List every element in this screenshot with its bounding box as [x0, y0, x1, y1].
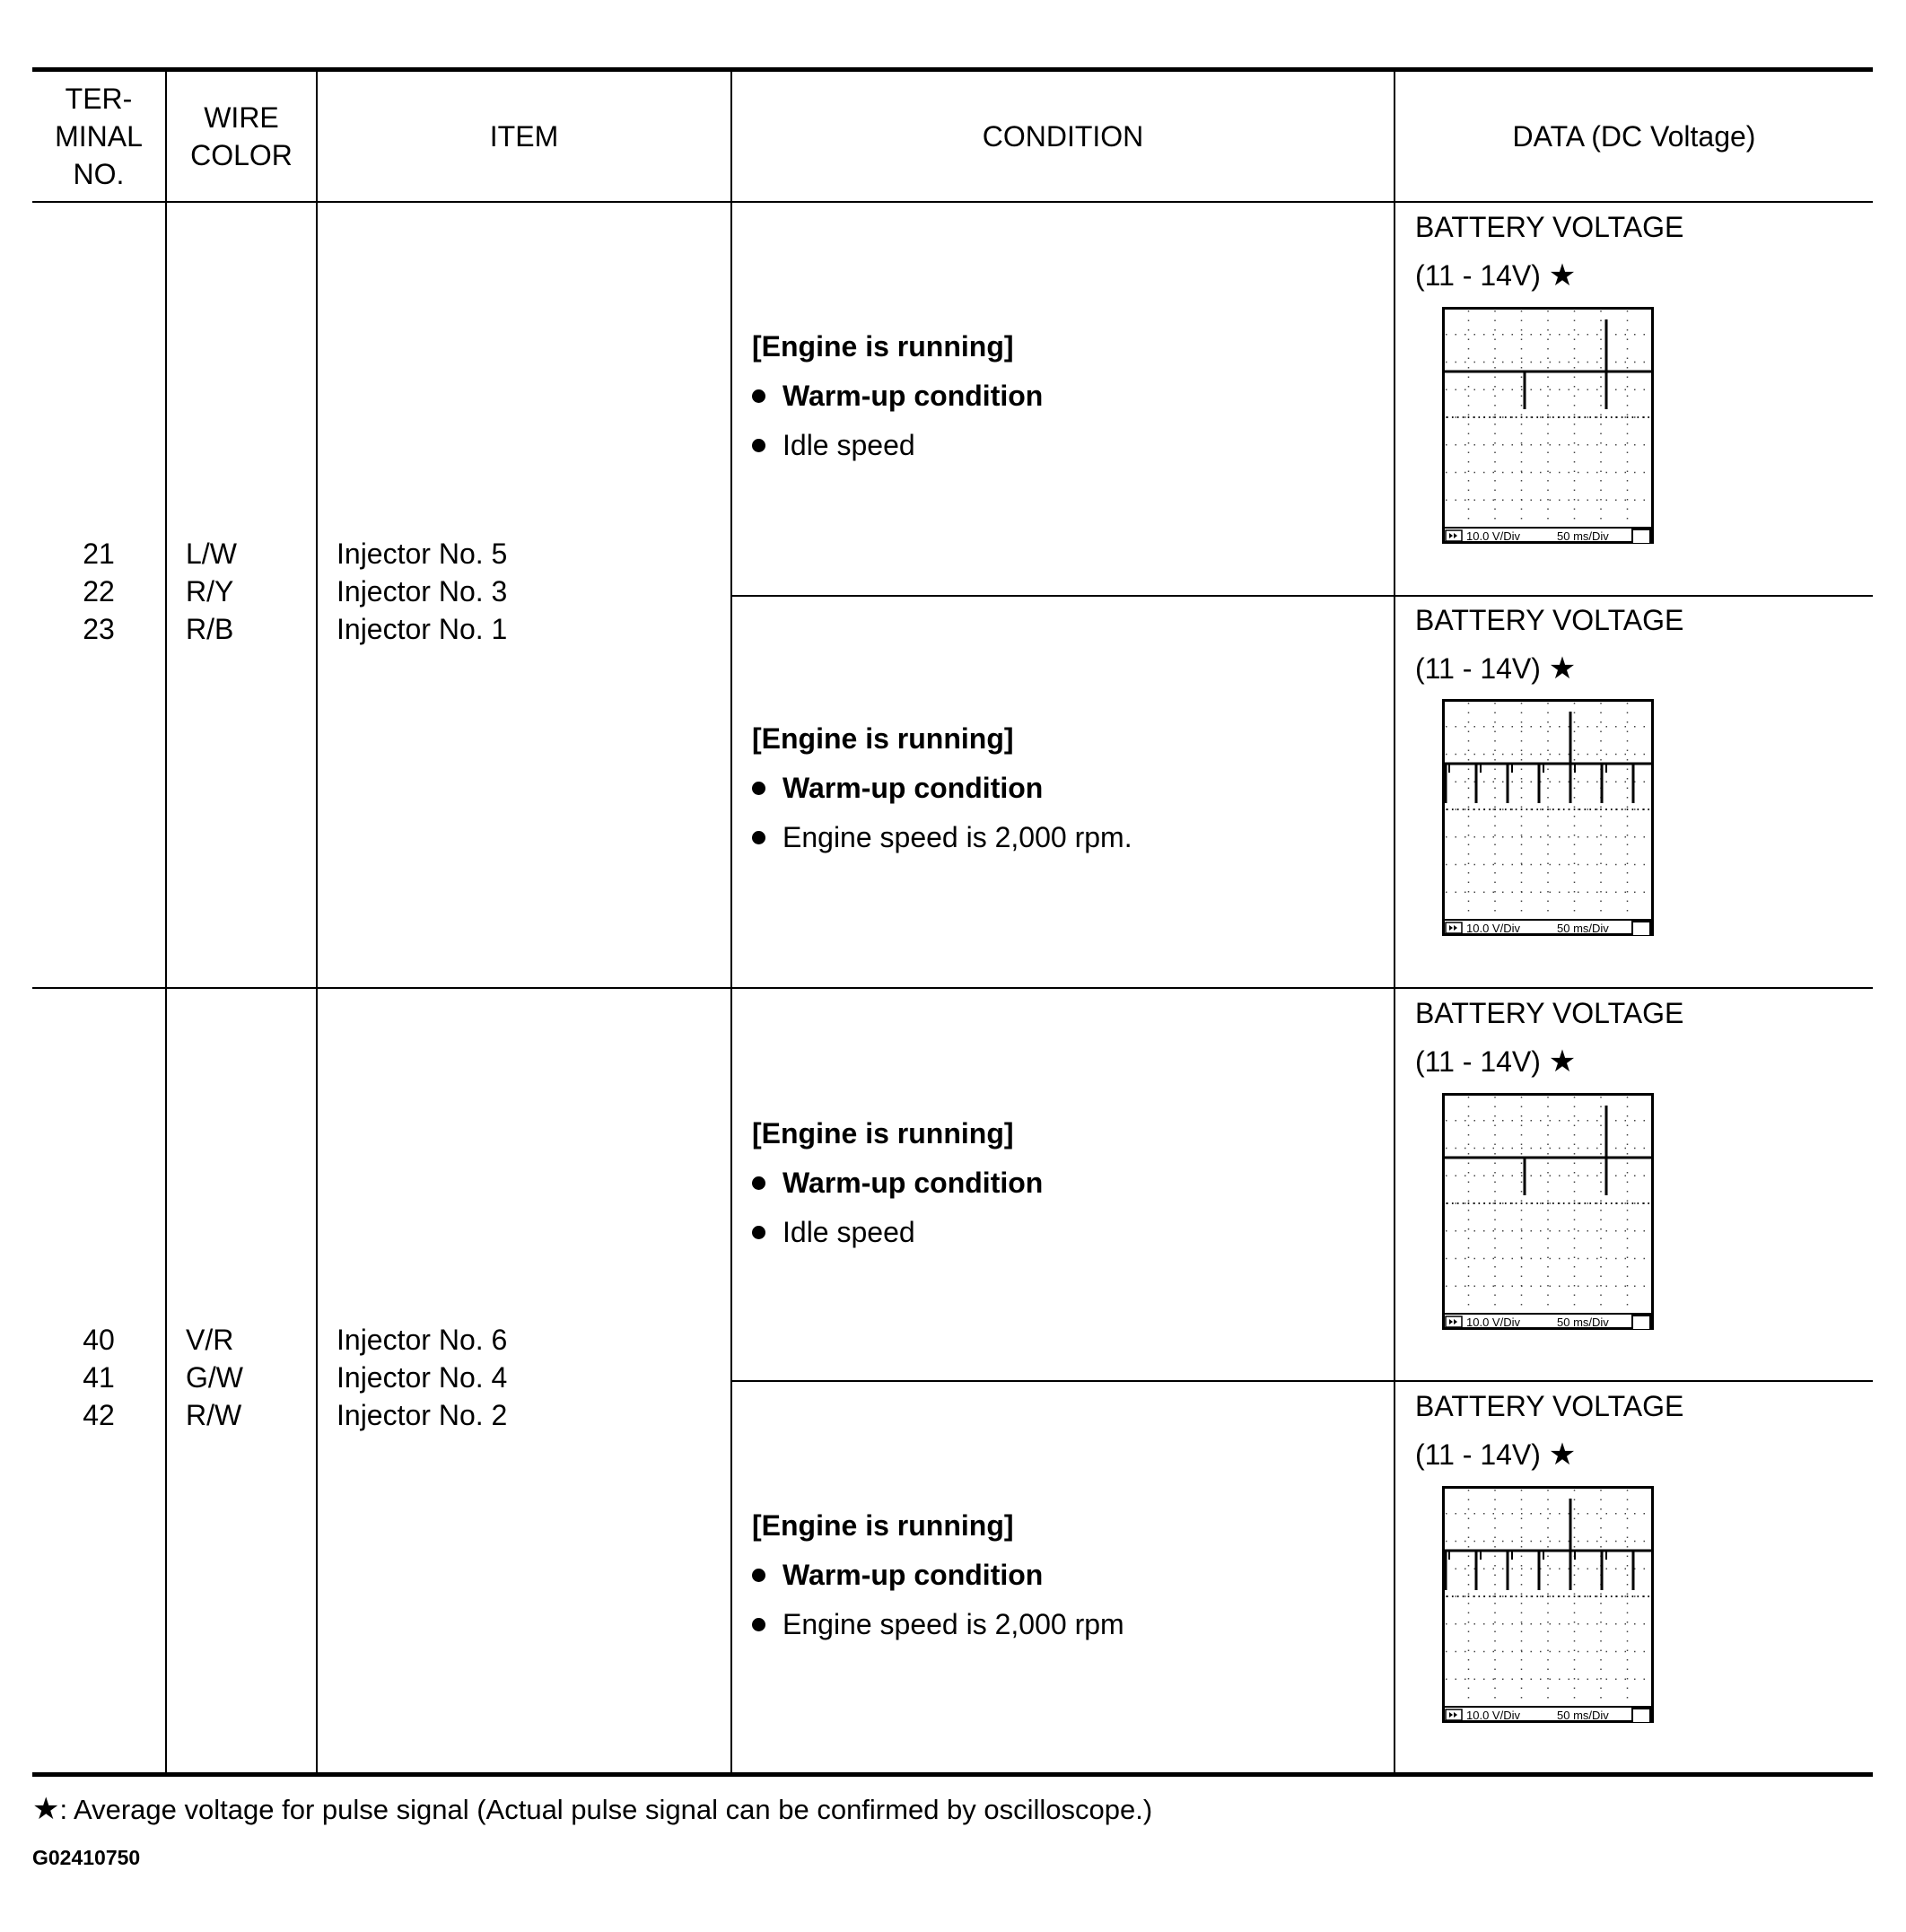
scope-tick [1473, 1202, 1474, 1204]
scope-tick [1473, 1595, 1474, 1597]
condition-block [752, 1501, 1124, 1649]
scope-tick [1457, 809, 1459, 810]
scope-tick [1600, 809, 1602, 810]
condition-bullet [752, 1600, 1124, 1649]
scope-tick [1531, 416, 1533, 418]
scope-tick [1648, 1202, 1649, 1204]
footnote-text: : Average voltage for pulse signal (Actual pulse signal can be confirmed by oscilloscope.) [59, 1794, 1153, 1825]
data-battery-voltage: BATTERY VOLTAGE [1415, 604, 1684, 636]
scope-tick [1542, 1202, 1543, 1204]
scope-tick [1478, 809, 1480, 810]
scope-tick [1605, 416, 1607, 418]
terminal-list [32, 535, 165, 648]
scope-tick [1489, 416, 1491, 418]
data-block [1415, 989, 1683, 1086]
scope-tick [1595, 1202, 1596, 1204]
scope-tick [1499, 1202, 1501, 1204]
oscilloscope-waveform [1442, 699, 1654, 936]
condition-bullet [752, 421, 1043, 470]
condition-bullet-text: Warm-up condition [783, 1167, 1044, 1199]
data-battery-voltage: BATTERY VOLTAGE [1415, 211, 1684, 243]
star-icon: ★ [1548, 258, 1577, 293]
terminal-no: 22 [83, 575, 115, 608]
scope-tick [1547, 416, 1549, 418]
bullet-icon [752, 1176, 765, 1190]
data-voltage-range: (11 - 14V) [1415, 259, 1541, 292]
scope-frame [1444, 701, 1653, 935]
scope-tick [1616, 809, 1618, 810]
scope-tick [1552, 1202, 1554, 1204]
scope-tick [1631, 416, 1633, 418]
condition-title: [Engine is running] [752, 722, 1014, 755]
item-name: Injector No. 5 [337, 538, 508, 570]
scope-tick [1526, 809, 1527, 810]
scope-tick [1452, 416, 1454, 418]
scope-tick [1547, 1595, 1549, 1597]
data-voltage-range: (11 - 14V) [1415, 652, 1541, 685]
scope-tick [1452, 809, 1454, 810]
scope-tick [1521, 416, 1523, 418]
terminal-no: 41 [83, 1361, 115, 1394]
scope-volt-div: 10.0 V/Div [1466, 1709, 1520, 1722]
scope-volt-div: 10.0 V/Div [1466, 529, 1520, 543]
scope-tick [1595, 416, 1596, 418]
condition-bullet-text: Warm-up condition [783, 1559, 1044, 1591]
scope-tick [1600, 1595, 1602, 1597]
scope-tick [1468, 416, 1470, 418]
scope-corner-box [1632, 1316, 1650, 1330]
data-block [1415, 596, 1683, 693]
scope-tick [1516, 416, 1517, 418]
scope-tick [1622, 1202, 1623, 1204]
row-divider-rule-1 [730, 595, 1873, 597]
scope-tick [1622, 416, 1623, 418]
scope-tick [1616, 1202, 1618, 1204]
scope-tick [1605, 1202, 1607, 1204]
scope-time-div: 50 ms/Div [1557, 529, 1609, 543]
condition-block [752, 1109, 1043, 1257]
scope-tick [1637, 809, 1639, 810]
header-terminal-no [32, 72, 165, 201]
scope-tick [1563, 809, 1565, 810]
scope-tick [1499, 809, 1501, 810]
condition-bullet-text: Warm-up condition [783, 772, 1044, 804]
scope-tick [1605, 1595, 1607, 1597]
scope-tick [1478, 1202, 1480, 1204]
header-item: ITEM [489, 120, 559, 153]
scope-tick [1447, 1202, 1448, 1204]
scope-tick [1457, 1595, 1459, 1597]
data-voltage-range-line [1415, 251, 1683, 300]
column-rule-2 [316, 70, 318, 1774]
scope-tick [1483, 1595, 1485, 1597]
data-voltage-range-line [1415, 644, 1683, 693]
scope-tick [1526, 416, 1527, 418]
scope-tick [1489, 1202, 1491, 1204]
scope-tick [1563, 1202, 1565, 1204]
star-icon: ★ [1548, 1438, 1577, 1472]
scope-tick [1605, 809, 1607, 810]
wire-color-list [186, 535, 237, 648]
data-voltage-range: (11 - 14V) [1415, 1438, 1541, 1471]
scope-tick [1637, 416, 1639, 418]
scope-tick [1468, 809, 1470, 810]
scope-tick [1478, 416, 1480, 418]
star-icon: ★ [1548, 1045, 1577, 1079]
item-list [337, 1321, 507, 1434]
scope-tick [1574, 1595, 1576, 1597]
data-voltage-range-line [1415, 1430, 1683, 1479]
scope-tick [1521, 809, 1523, 810]
scope-tick [1447, 1595, 1448, 1597]
scope-tick [1547, 1202, 1549, 1204]
scope-tick [1536, 1595, 1538, 1597]
condition-bullet [752, 372, 1043, 421]
condition-bullet [752, 1551, 1124, 1600]
scope-corner-box [1632, 1709, 1650, 1723]
scope-tick [1589, 1202, 1591, 1204]
condition-bullet-text: Idle speed [783, 429, 915, 461]
scope-tick [1531, 1595, 1533, 1597]
column-rule-4 [1394, 70, 1395, 1774]
scope-tick [1463, 416, 1464, 418]
bullet-icon [752, 831, 765, 844]
data-battery-voltage: BATTERY VOLTAGE [1415, 1390, 1684, 1422]
scope-tick [1536, 1202, 1538, 1204]
scope-tick [1516, 1595, 1517, 1597]
header-terminal-line-3: NO. [73, 158, 125, 190]
scope-tick [1558, 1202, 1560, 1204]
scope-tick [1589, 1595, 1591, 1597]
scope-tick [1463, 1202, 1464, 1204]
scope-tick [1521, 1202, 1523, 1204]
bullet-icon [752, 1226, 765, 1239]
scope-tick [1611, 416, 1613, 418]
scope-tick [1499, 1595, 1501, 1597]
scope-tick [1569, 416, 1570, 418]
bullet-icon [752, 1569, 765, 1582]
data-battery-voltage: BATTERY VOLTAGE [1415, 997, 1684, 1029]
scope-tick [1505, 416, 1507, 418]
condition-title: [Engine is running] [752, 1117, 1014, 1150]
scope-tick [1631, 1595, 1633, 1597]
scope-tick [1642, 416, 1644, 418]
header-wire-line-1: WIRE [204, 101, 279, 134]
scope-tick [1584, 1595, 1586, 1597]
footnote [32, 1791, 1152, 1827]
scope-tick [1505, 1202, 1507, 1204]
scope-tick [1505, 1595, 1507, 1597]
scope-tick [1494, 416, 1496, 418]
column-rule-3 [730, 70, 732, 1774]
bullet-icon [752, 439, 765, 452]
scope-tick [1558, 416, 1560, 418]
scope-tick [1457, 1202, 1459, 1204]
condition-bullet [752, 1158, 1043, 1208]
star-icon: ★ [1548, 651, 1577, 686]
scope-tick [1510, 809, 1512, 810]
scope-tick [1574, 416, 1576, 418]
data-voltage-range-line [1415, 1037, 1683, 1086]
scope-tick [1526, 1595, 1527, 1597]
scope-tick [1611, 1202, 1613, 1204]
scope-tick [1452, 1202, 1454, 1204]
condition-bullet [752, 764, 1132, 813]
bullet-icon [752, 1618, 765, 1631]
scope-tick [1473, 809, 1474, 810]
wire-color: R/Y [186, 575, 234, 608]
scope-tick [1600, 416, 1602, 418]
scope-tick [1589, 416, 1591, 418]
oscilloscope-waveform [1442, 1486, 1654, 1723]
scope-tick [1489, 809, 1491, 810]
scope-time-div: 50 ms/Div [1557, 1709, 1609, 1722]
scope-tick [1542, 1595, 1543, 1597]
terminal-no: 23 [83, 613, 115, 645]
scope-tick [1627, 416, 1629, 418]
scope-tick [1505, 809, 1507, 810]
scope-tick [1463, 1595, 1464, 1597]
scope-tick [1452, 1595, 1454, 1597]
bullet-icon [752, 782, 765, 795]
scope-tick [1627, 1595, 1629, 1597]
wire-color-list [186, 1321, 243, 1434]
wire-color: G/W [186, 1361, 243, 1394]
scope-tick [1642, 809, 1644, 810]
scope-tick [1622, 809, 1623, 810]
scope-tick [1542, 416, 1543, 418]
star-icon: ★ [32, 1792, 60, 1826]
header-wire-color [167, 72, 316, 201]
scope-tick [1457, 416, 1459, 418]
condition-bullet-text: Engine speed is 2,000 rpm [783, 1608, 1124, 1640]
scope-tick [1616, 416, 1618, 418]
scope-tick [1499, 416, 1501, 418]
header-condition: CONDITION [982, 120, 1144, 153]
scope-tick [1616, 1595, 1618, 1597]
scope-tick [1542, 809, 1543, 810]
oscilloscope-waveform [1442, 307, 1654, 544]
scope-tick [1578, 416, 1580, 418]
wire-color: V/R [186, 1324, 234, 1356]
scope-tick [1611, 1595, 1613, 1597]
scope-tick [1531, 1202, 1533, 1204]
scope-corner-box [1632, 529, 1650, 544]
scope-tick [1584, 1202, 1586, 1204]
condition-bullet-text: Engine speed is 2,000 rpm. [783, 821, 1132, 853]
scope-tick [1637, 1595, 1639, 1597]
scope-tick [1584, 809, 1586, 810]
scope-tick [1473, 416, 1474, 418]
scope-tick [1584, 416, 1586, 418]
condition-bullet [752, 1208, 1043, 1257]
scope-frame [1444, 309, 1653, 543]
scope-tick [1563, 416, 1565, 418]
scope-tick [1600, 1202, 1602, 1204]
condition-bullet [752, 813, 1132, 862]
scope-tick [1622, 1595, 1623, 1597]
scope-corner-box [1632, 922, 1650, 936]
scope-tick [1574, 809, 1576, 810]
scope-tick [1552, 809, 1554, 810]
scope-tick [1552, 416, 1554, 418]
condition-block [752, 714, 1132, 862]
wire-color: R/W [186, 1399, 242, 1431]
scope-tick [1631, 809, 1633, 810]
condition-bullet-text: Idle speed [783, 1216, 915, 1248]
header-terminal-line-1: TER- [65, 83, 133, 115]
scope-tick [1536, 809, 1538, 810]
data-block [1415, 203, 1683, 300]
scope-tick [1494, 1202, 1496, 1204]
scope-tick [1516, 1202, 1517, 1204]
header-terminal-line-2: MINAL [55, 120, 143, 153]
item-name: Injector No. 6 [337, 1324, 508, 1356]
wire-color: R/B [186, 613, 234, 645]
terminal-no: 21 [83, 538, 115, 570]
item-name: Injector No. 1 [337, 613, 508, 645]
scope-tick [1569, 1202, 1570, 1204]
scope-tick [1563, 1595, 1565, 1597]
scope-tick [1468, 1202, 1470, 1204]
item-name: Injector No. 2 [337, 1399, 508, 1431]
terminal-no: 42 [83, 1399, 115, 1431]
scope-tick [1463, 809, 1464, 810]
scope-tick [1589, 809, 1591, 810]
item-list [337, 535, 507, 648]
item-name: Injector No. 4 [337, 1361, 508, 1394]
condition-title: [Engine is running] [752, 1509, 1014, 1542]
scope-tick [1595, 809, 1596, 810]
scope-tick [1569, 809, 1570, 810]
condition-title: [Engine is running] [752, 330, 1014, 363]
scope-tick [1627, 809, 1629, 810]
scope-tick [1595, 1595, 1596, 1597]
scope-tick [1578, 1202, 1580, 1204]
terminal-no: 40 [83, 1324, 115, 1356]
scope-tick [1627, 1202, 1629, 1204]
scope-volt-div: 10.0 V/Div [1466, 922, 1520, 935]
scope-volt-div: 10.0 V/Div [1466, 1316, 1520, 1329]
condition-bullet-text: Warm-up condition [783, 380, 1044, 412]
header-data: DATA (DC Voltage) [1512, 120, 1756, 153]
scope-tick [1642, 1202, 1644, 1204]
scope-tick [1478, 1595, 1480, 1597]
scope-tick [1447, 416, 1448, 418]
row-divider-rule-2 [730, 1380, 1873, 1382]
wire-color: L/W [186, 538, 237, 570]
table-bottom-rule [32, 1772, 1873, 1777]
scope-tick [1574, 1202, 1576, 1204]
scope-tick [1558, 1595, 1560, 1597]
scope-tick [1483, 809, 1485, 810]
oscilloscope-waveform [1442, 1093, 1654, 1330]
scope-tick [1569, 1595, 1570, 1597]
scope-tick [1558, 809, 1560, 810]
header-wire-line-2: COLOR [190, 139, 293, 171]
scope-tick [1611, 809, 1613, 810]
bullet-icon [752, 389, 765, 403]
scope-tick [1510, 1202, 1512, 1204]
scope-time-div: 50 ms/Div [1557, 922, 1609, 935]
scope-tick [1531, 809, 1533, 810]
data-block [1415, 1382, 1683, 1479]
scope-tick [1536, 416, 1538, 418]
scope-time-div: 50 ms/Div [1557, 1316, 1609, 1329]
scope-tick [1516, 809, 1517, 810]
scope-tick [1648, 416, 1649, 418]
scope-frame [1444, 1095, 1653, 1329]
terminal-list [32, 1321, 165, 1434]
scope-tick [1489, 1595, 1491, 1597]
scope-tick [1494, 1595, 1496, 1597]
scope-tick [1631, 1202, 1633, 1204]
scope-tick [1578, 1595, 1580, 1597]
condition-block [752, 322, 1043, 470]
figure-code: G02410750 [32, 1846, 141, 1869]
column-rule-1 [165, 70, 167, 1774]
item-name: Injector No. 3 [337, 575, 508, 608]
scope-tick [1526, 1202, 1527, 1204]
scope-tick [1521, 1595, 1523, 1597]
scope-tick [1642, 1595, 1644, 1597]
scope-tick [1648, 809, 1649, 810]
scope-tick [1468, 1595, 1470, 1597]
scope-tick [1483, 416, 1485, 418]
scope-tick [1648, 1595, 1649, 1597]
scope-tick [1578, 809, 1580, 810]
scope-frame [1444, 1488, 1653, 1722]
scope-tick [1494, 809, 1496, 810]
scope-tick [1637, 1202, 1639, 1204]
scope-tick [1483, 1202, 1485, 1204]
scope-tick [1447, 809, 1448, 810]
scope-tick [1552, 1595, 1554, 1597]
scope-tick [1510, 1595, 1512, 1597]
data-voltage-range: (11 - 14V) [1415, 1045, 1541, 1078]
scope-tick [1510, 416, 1512, 418]
scope-tick [1547, 809, 1549, 810]
